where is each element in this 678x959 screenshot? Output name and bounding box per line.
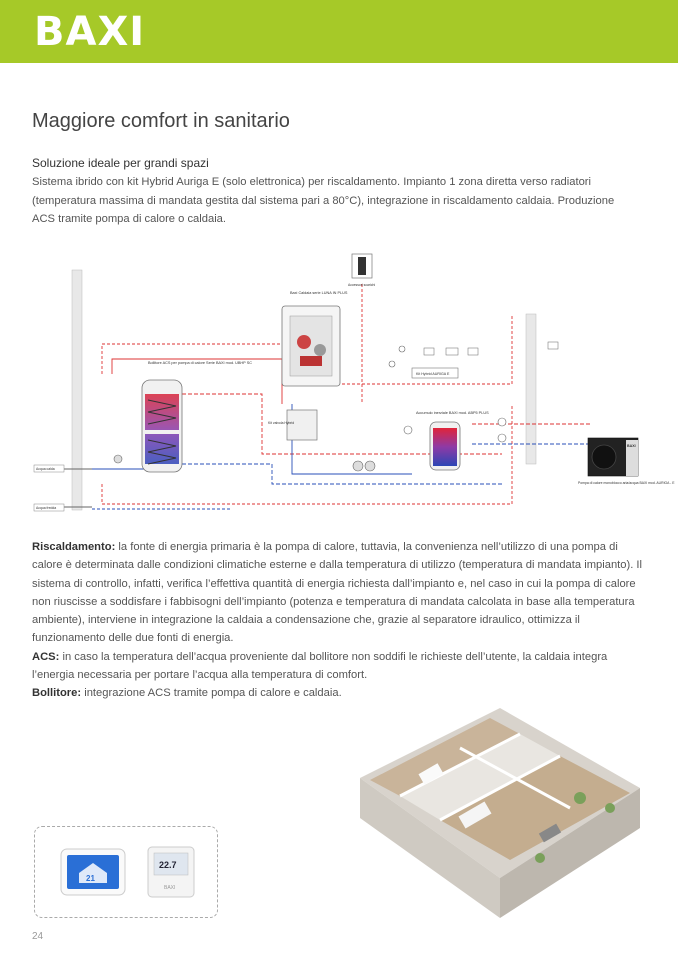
control-icons [424, 342, 558, 355]
wall-left [72, 270, 82, 510]
heatpump-label: Pompa di calore monoblocco aria/acqua BAXI mod. AURIGA - E [578, 481, 675, 485]
acs-tank [142, 380, 182, 472]
hydraulic-diagram [32, 254, 675, 524]
valve-kit-label: Kit valvola Hybrid [268, 421, 295, 425]
wall-right [526, 314, 536, 464]
puffer-tank [430, 422, 460, 470]
baxi-logo: BAXI [34, 9, 146, 55]
riscaldamento-text: la fonte di energia primaria è la pompa di calore, tuttavia, la convenienza nell’utilizzo di una pompa di calore è determinata dalle condizioni climatiche esterne e dalla temperatura di utilizzo (temperatura di mandata impianto). Il sistema di controllo, infatti, verifica l’effettiva quantità di energia richiesta dall’impianto e, nel caso in cui la pompa di calore non riuscisse a soddisfare i fabbisogni dell’impianto (potenza e temperatura di mandata calcolata in base alla temperatura ambiente), interviene in integrazione la caldaia a condensazione che, grazie al separatore idraulico, ottimizza il funzionamento delle due fonti di energia. [32, 541, 643, 645]
kit-hybrid-label: Kit Hybrid AURIGA E [416, 372, 450, 376]
boiler [282, 306, 340, 386]
section-subtitle: Soluzione ideale per grandi spazi [32, 156, 209, 170]
flue-terminal [358, 257, 366, 275]
puffer-label: Accumulo inerziale BAXI mod. ABP5 PLUS [416, 411, 489, 415]
thermostats-box [34, 826, 218, 918]
tank-label: Bollitore ACS per pompa di calore Serie BAXI mod. UBHP SC [148, 361, 252, 365]
description-text [32, 538, 650, 703]
bollitore-text: integrazione ACS tramite pompa di calore e caldaia. [81, 687, 342, 700]
acs-paragraph [32, 648, 650, 685]
thermostat-brand: BAXI [164, 885, 176, 891]
flue-label: Accessori scarichi [348, 283, 376, 287]
bollitore-label: Bollitore: [32, 687, 82, 700]
page-title: Maggiore comfort in sanitario [32, 110, 290, 132]
intro-paragraph: Sistema ibrido con kit Hybrid Auriga E (solo elettronica) per riscaldamento. Impianto 1 zona diretta verso radiatori (temperatura massima di mandata gestita dal sistema pari a 80°C), integrazione in riscaldamento caldaia. Produzione ACS tramite pompa di calore o caldaia. [32, 176, 615, 225]
brand-header [0, 0, 678, 63]
acs-label: ACS: [32, 650, 60, 663]
acs-text: in caso la temperatura dell’acqua proveniente dal bollitore non soddifi le richieste dell’utente, la caldaia integra l’energia necessaria per portare l’acqua alla temperatura di comfort. [32, 650, 608, 682]
thermostat-left-display: 21 [86, 874, 95, 883]
hot-water-label: Acqua calda [36, 467, 55, 471]
thermostat-right-display: 22.7 [159, 860, 177, 870]
boiler-label: Baxi Caldaia serie LUNA IN PLUS [290, 291, 348, 295]
page-number: 24 [32, 931, 44, 942]
apartment-floorplan-illustration [340, 688, 652, 932]
cold-water-label: Acqua fredda [36, 506, 57, 510]
hybrid-valve-kit [287, 410, 317, 440]
heatpump-logo: BAXI [627, 444, 636, 448]
riscaldamento-label: Riscaldamento: [32, 541, 116, 553]
thermostats-illustration [35, 827, 217, 917]
riscaldamento-paragraph [32, 538, 650, 648]
